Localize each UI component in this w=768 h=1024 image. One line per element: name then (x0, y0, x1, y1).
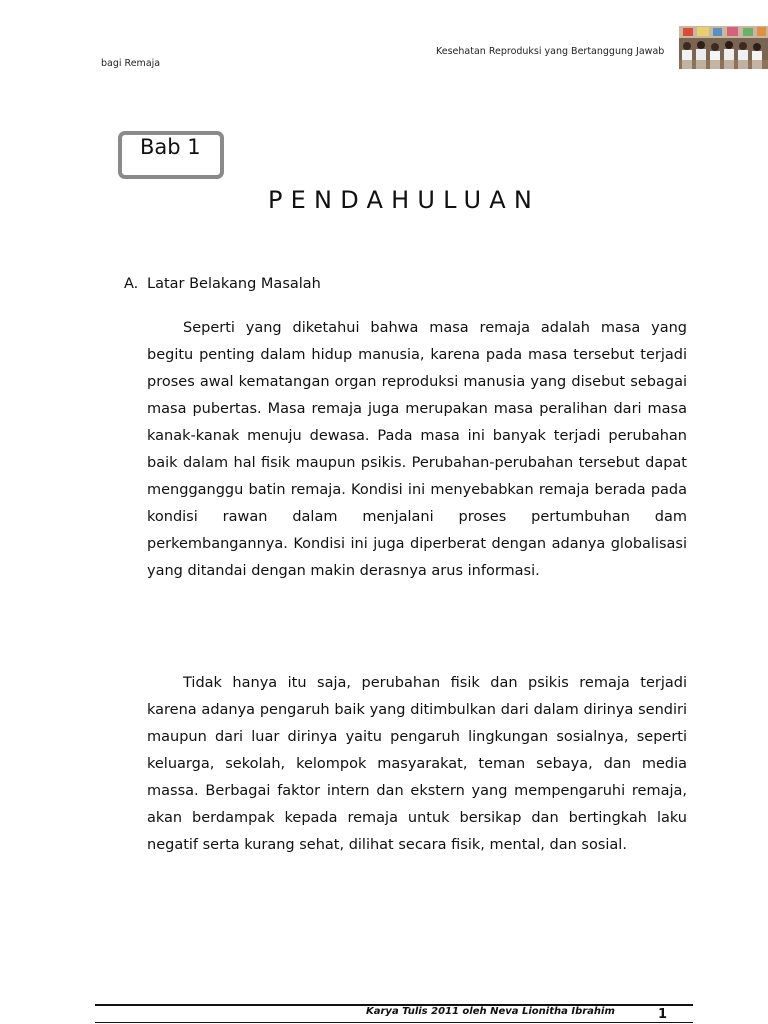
section-letter: A. (124, 276, 139, 292)
running-header-right: Kesehatan Reproduksi yang Bertanggung Jawab (436, 46, 665, 57)
body-paragraph-2: Tidak hanya itu saja, perubahan fisik dan psikis remaja terjadi karena adanya pengaruh baik yang ditimbulkan dari dalam dirinya sendiri maupun dari luar dirinya yaitu pengaruh lingkungan sosialnya, seperti keluarga, sekolah, kelompok masyarakat, teman sebaya, dan media massa. Berbagai faktor intern dan ekstern yang mempengaruhi remaja, akan berdampak kepada remaja untuk bersikap dan bertingkah laku negatif serta kurang sehat, dilihat secara fisik, mental, dan sosial. (147, 675, 687, 853)
footer-rule-bottom (95, 1022, 693, 1023)
chapter-title: PENDAHULUAN (268, 186, 540, 214)
running-header-left: bagi Remaja (101, 58, 161, 69)
footer-credit: Karya Tulis 2011 oleh Neva Lionitha Ibrahim (366, 1006, 615, 1017)
header-photo (679, 26, 768, 69)
body-paragraph-1: Seperti yang diketahui bahwa masa remaja adalah masa yang begitu penting dalam hidup manusia, karena pada masa tersebut terjadi proses awal kematangan organ reproduksi manusia yang disebut sebagai masa pubertas. Masa remaja juga merupakan masa peralihan dari masa kanak-kanak menuju dewasa. Pada masa ini banyak terjadi perubahan baik dalam hal fisik maupun psikis. Perubahan-perubahan tersebut dapat mengganggu batin remaja. Kondisi ini menyebabkan remaja berada pada kondisi rawan dalam menjalani proses pertumbuhan dam perkembangannya. Kondisi ini juga diperberat dengan adanya globalisasi yang ditandai dengan makin derasnya arus informasi. (147, 320, 687, 579)
section-title: Latar Belakang Masalah (147, 276, 321, 292)
chapter-box (118, 131, 224, 179)
classroom-photo-icon (679, 26, 768, 69)
page-number: 1 (658, 1007, 668, 1022)
chapter-label: Bab 1 (140, 135, 201, 159)
section-heading (124, 276, 321, 292)
